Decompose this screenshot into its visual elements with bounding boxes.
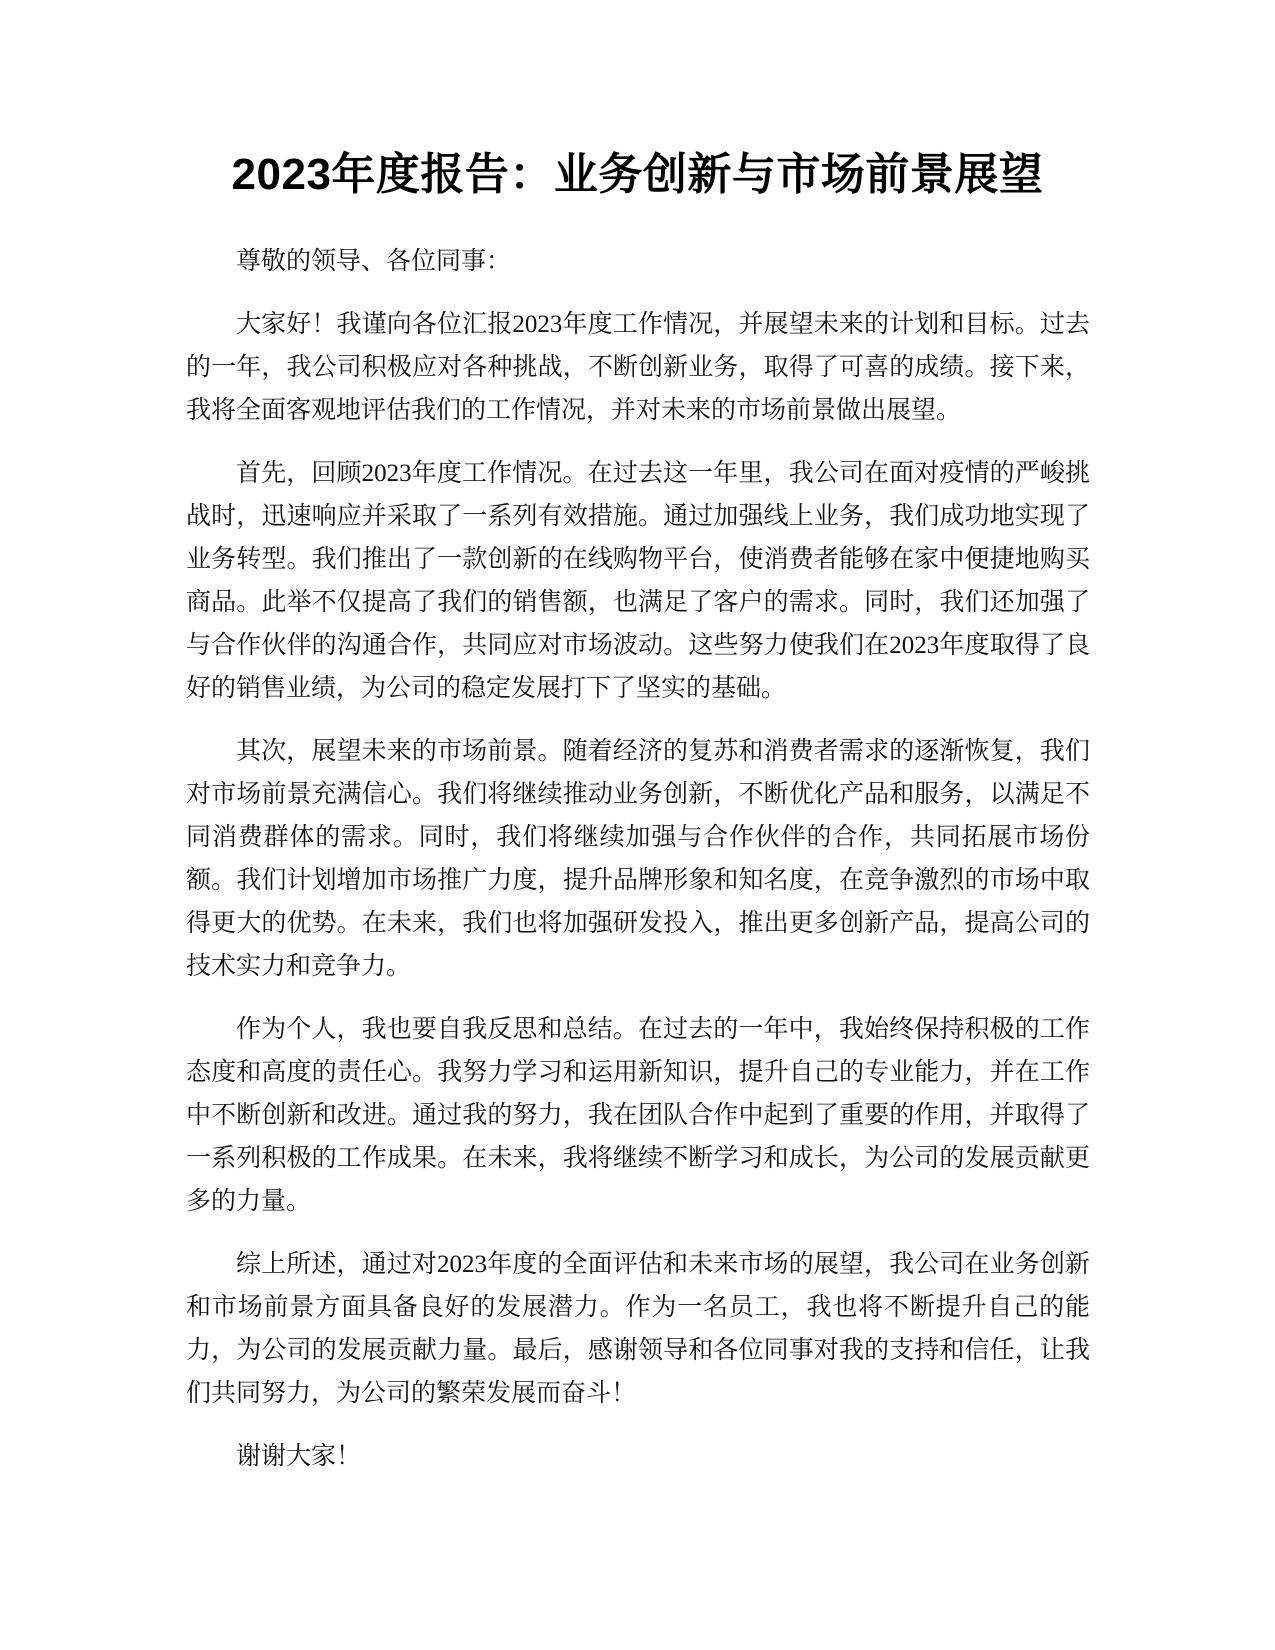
personal-reflection-paragraph: 作为个人，我也要自我反思和总结。在过去的一年中，我始终保持积极的工作态度和高度的责任心。我努力学习和运用新知识，提升自己的专业能力，并在工作中不断创新和改进。通过我的努力，我在团队合作中起到了重要的作用，并取得了一系列积极的工作成果。在未来，我将继续不断学习和成长，为公司的发展贡献更多的力量。 (186, 1016, 1090, 1215)
opening-paragraph: 大家好！我谨向各位汇报2023年度工作情况，并展望未来的计划和目标。过去的一年，我公司积极应对各种挑战，不断创新业务，取得了可喜的成绩。接下来，我将全面客观地评估我们的工作情况，并对未来的市场前景做出展望。 (186, 311, 1090, 424)
document-title: 2023年度报告：业务创新与市场前景展望 (231, 150, 1044, 199)
document-body (186, 240, 1090, 1498)
summary-paragraph: 综上所述，通过对2023年度的全面评估和未来市场的展望，我公司在业务创新和市场前景方面具备良好的发展潜力。作为一名员工，我也将不断提升自己的能力，为公司的发展贡献力量。最后，感谢领导和各位同事对我的支持和信任，让我们共同努力，为公司的繁荣发展而奋斗！ (186, 1251, 1090, 1407)
salutation-paragraph: 尊敬的领导、各位同事： (236, 248, 512, 275)
outlook-paragraph: 其次，展望未来的市场前景。随着经济的复苏和消费者需求的逐渐恢复，我们对市场前景充满信心。我们将继续推动业务创新，不断优化产品和服务，以满足不同消费群体的需求。同时，我们将继续加强与合作伙伴的合作，共同拓展市场份额。我们计划增加市场推广力度，提升品牌形象和知名度，在竞争激烈的市场中取得更大的优势。在未来，我们也将加强研发投入，推出更多创新产品，提高公司的技术实力和竞争力。 (186, 738, 1090, 980)
closing-paragraph: 谢谢大家！ (236, 1443, 362, 1470)
review-paragraph: 首先，回顾2023年度工作情况。在过去这一年里，我公司在面对疫情的严峻挑战时，迅速响应并采取了一系列有效措施。通过加强线上业务，我们成功地实现了业务转型。我们推出了一款创新的在线购物平台，使消费者能够在家中便捷地购买商品。此举不仅提高了我们的销售额，也满足了客户的需求。同时，我们还加强了与合作伙伴的沟通合作，共同应对市场波动。这些努力使我们在2023年度取得了良好的销售业绩，为公司的稳定发展打下了坚实的基础。 (186, 460, 1090, 702)
